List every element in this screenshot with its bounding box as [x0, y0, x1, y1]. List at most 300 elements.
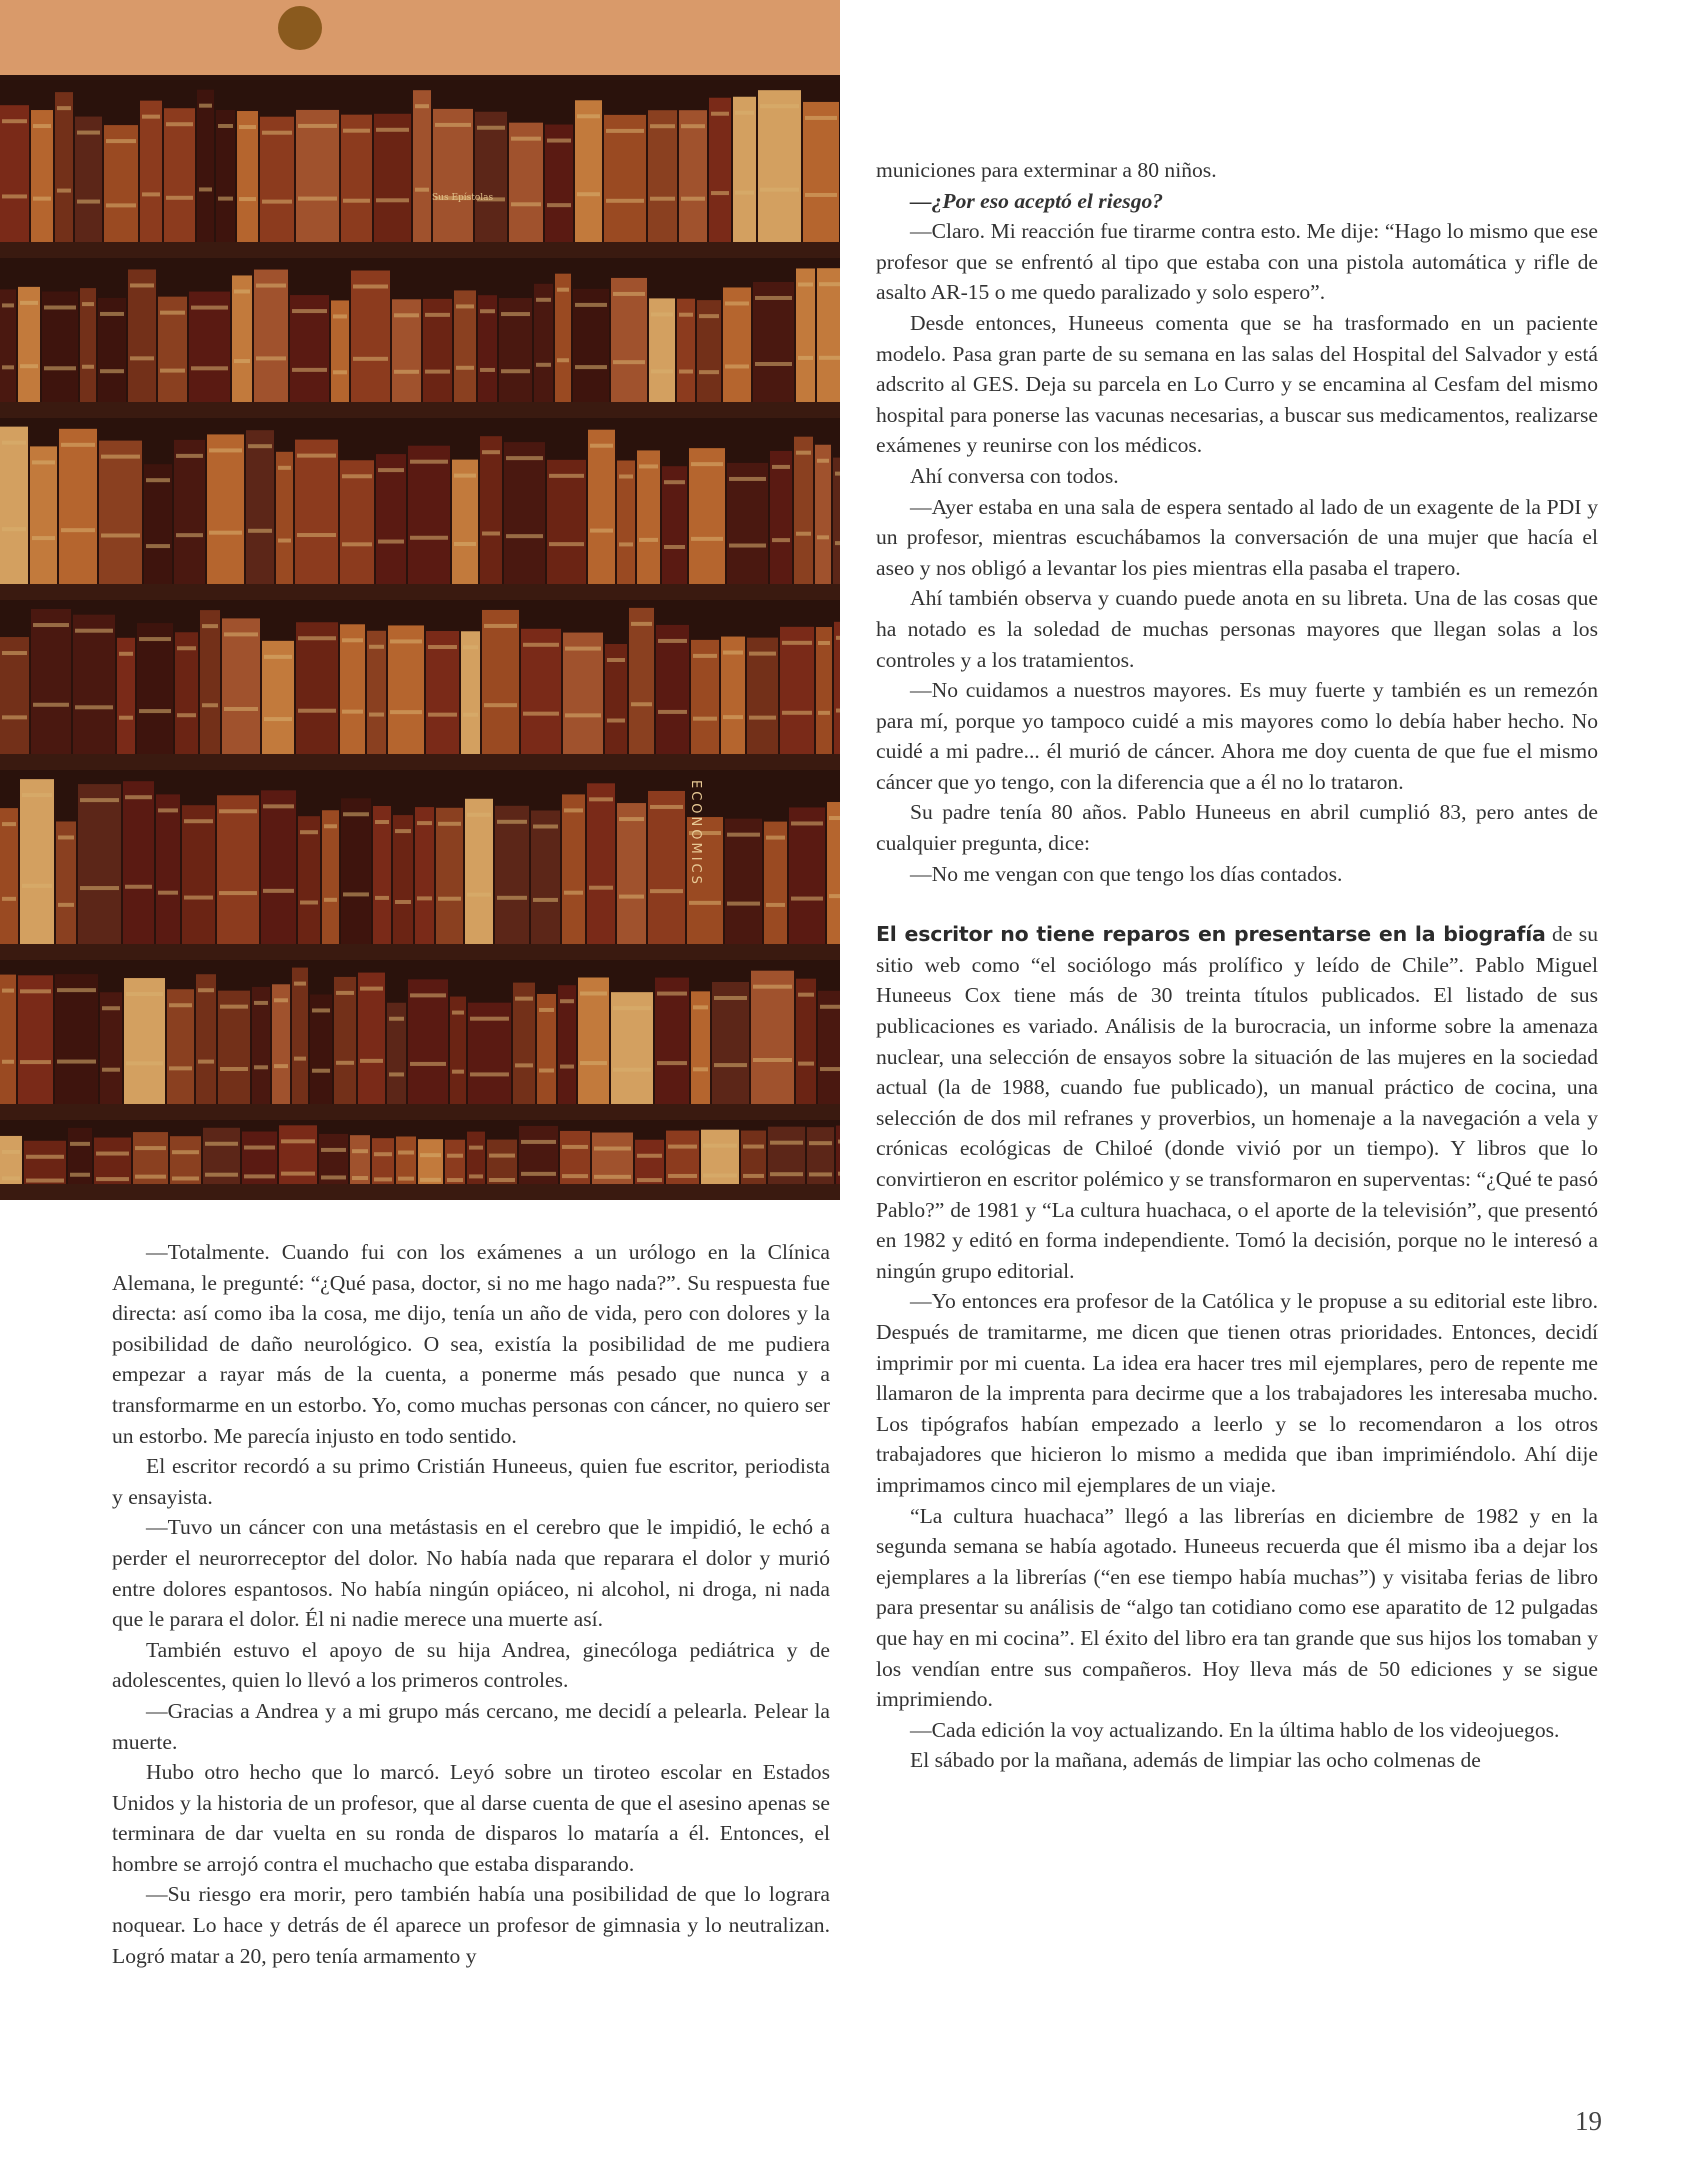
- book-gilt-band: [390, 639, 422, 643]
- paragraph: “La cultura huachaca” llegó a las librerías en diciembre de 1982 y en la segunda semana se había agotado. Huneeus recuerda que él mismo iba a dejar los ejemplares a la librerías (“en ese tiempo había muchas”) y visitaba ferias de libro para presentar su análisis de “algo tan cotidiano como ese aparatito de 12 pulgadas que hay en mi cocina”. El éxito del libro era tan grande que sus hijos los tomaban y los vendían entre sus compañeros. Hoy lleva más de 50 ediciones y se sigue imprimiendo.: [876, 1503, 1598, 1712]
- book-gilt-band: [420, 1178, 441, 1182]
- book-spine: [59, 429, 97, 584]
- book-gilt-band: [298, 197, 337, 201]
- book-gilt-band: [177, 713, 196, 717]
- book-gilt-band: [658, 710, 687, 714]
- interview-question: —¿Por eso aceptó el riesgo?: [910, 188, 1164, 213]
- book-gilt-band: [547, 139, 571, 143]
- book-gilt-band: [467, 813, 491, 817]
- right-column: [876, 155, 1598, 1776]
- book-gilt-band: [691, 462, 723, 466]
- book-gilt-band: [506, 534, 543, 538]
- book-gilt-band: [378, 540, 404, 544]
- book-gilt-band: [753, 1058, 792, 1062]
- book-gilt-band: [2, 651, 27, 655]
- book-gilt-band: [536, 363, 551, 367]
- book-gilt-band: [428, 645, 457, 649]
- book-gilt-band: [274, 1064, 288, 1068]
- book-spine: [260, 117, 294, 242]
- book-gilt-band: [57, 988, 96, 992]
- book-gilt-band: [398, 1177, 414, 1181]
- book-spine: [531, 810, 560, 944]
- book-gilt-band: [353, 357, 388, 361]
- paragraph: Ahí también observa y cuando puede anota en su libreta. Una de las cosas que ha notado es la soledad de muchas personas mayores que llegan solas a los controles y a los tratamientos.: [876, 586, 1598, 672]
- book-gilt-band: [809, 1172, 832, 1176]
- section-lead: El escritor no tiene reparos en presentarse en la biografía: [876, 922, 1546, 947]
- book-gilt-band: [158, 808, 178, 812]
- book-gilt-band: [264, 717, 292, 721]
- book-gilt-band: [798, 282, 813, 286]
- book-gilt-band: [818, 711, 830, 715]
- book-gilt-band: [101, 533, 140, 537]
- book-gilt-band: [160, 311, 185, 315]
- book-gilt-band: [521, 1140, 556, 1144]
- book-gilt-band: [506, 456, 543, 460]
- book-spine: [833, 458, 840, 584]
- book-gilt-band: [577, 192, 600, 196]
- book-gilt-band: [817, 535, 829, 539]
- book-gilt-band: [835, 541, 840, 545]
- book-gilt-band: [169, 1066, 192, 1070]
- book-gilt-band: [456, 304, 474, 308]
- book-gilt-band: [435, 123, 471, 127]
- book-gilt-band: [463, 645, 478, 649]
- book-gilt-band: [658, 639, 687, 643]
- book-spine: [24, 1141, 66, 1184]
- book-gilt-band: [32, 460, 55, 464]
- book-gilt-band: [425, 313, 450, 317]
- book-gilt-band: [375, 896, 389, 900]
- book-gilt-band: [239, 125, 256, 129]
- book-gilt-band: [191, 306, 228, 310]
- book-gilt-band: [352, 1176, 368, 1180]
- book-gilt-band: [590, 444, 613, 448]
- book-gilt-band: [101, 455, 140, 459]
- book-gilt-band: [292, 368, 327, 372]
- book-gilt-band: [130, 283, 154, 287]
- book-gilt-band: [20, 1060, 51, 1064]
- book-gilt-band: [20, 989, 51, 993]
- book-gilt-band: [33, 124, 51, 128]
- book-gilt-band: [415, 104, 429, 108]
- book-spine: [764, 822, 787, 944]
- book-gilt-band: [482, 450, 500, 454]
- book-gilt-band: [209, 531, 242, 535]
- book-gilt-band: [703, 1174, 737, 1178]
- book-gilt-band: [256, 284, 286, 288]
- book-gilt-band: [766, 903, 785, 907]
- book-spine: [222, 618, 260, 754]
- book-gilt-band: [469, 1146, 483, 1150]
- book-gilt-band: [417, 896, 432, 900]
- book-gilt-band: [565, 647, 601, 651]
- book-gilt-band: [169, 1003, 192, 1007]
- book-gilt-band: [565, 713, 601, 717]
- book-spine: [298, 816, 320, 944]
- book-spine: [415, 807, 434, 944]
- book-gilt-band: [297, 533, 336, 537]
- book-gilt-band: [80, 798, 119, 802]
- paragraph: —Gracias a Andrea y a mi grupo más cercano, me decidí a pelearla. Pelear la muerte.: [112, 1698, 830, 1754]
- book-gilt-band: [26, 1155, 64, 1159]
- book-spine: [426, 631, 459, 754]
- book-gilt-band: [470, 1017, 509, 1021]
- book-gilt-band: [96, 1152, 129, 1156]
- paragraph: El escritor recordó a su primo Cristián Huneeus, quien fue escritor, periodista y ensayista.: [112, 1454, 830, 1509]
- paragraph: El sábado por la mañana, además de limpiar las ocho colmenas de: [910, 1748, 1481, 1773]
- book-spine: [504, 442, 545, 584]
- book-spine: [137, 623, 173, 754]
- book-gilt-band: [477, 126, 505, 130]
- book-gilt-band: [146, 544, 170, 548]
- book-spine: [30, 446, 57, 584]
- book-gilt-band: [782, 711, 812, 715]
- book-gilt-band: [438, 897, 461, 901]
- book-spine: [555, 274, 571, 402]
- book-spine: [261, 790, 296, 944]
- book-gilt-band: [57, 1060, 96, 1064]
- book-gilt-band: [80, 886, 119, 890]
- book-spine: [351, 271, 390, 402]
- book-gilt-band: [657, 1061, 687, 1065]
- book-gilt-band: [796, 532, 811, 536]
- book-gilt-band: [463, 713, 478, 717]
- book-gilt-band: [410, 460, 448, 464]
- book-gilt-band: [681, 124, 705, 128]
- book-gilt-band: [594, 1175, 631, 1179]
- book-gilt-band: [234, 359, 250, 363]
- book-gilt-band: [637, 1178, 662, 1182]
- book-gilt-band: [96, 1177, 129, 1181]
- book-gilt-band: [224, 707, 258, 711]
- book-gilt-band: [619, 542, 633, 546]
- book-spine: [78, 784, 121, 944]
- book-gilt-band: [447, 1178, 463, 1182]
- book-spine: [562, 794, 585, 944]
- book-spine: [803, 102, 839, 242]
- book-gilt-band: [577, 114, 600, 118]
- book-gilt-band: [536, 298, 551, 302]
- book-gilt-band: [172, 1150, 199, 1154]
- book-spine: [648, 110, 677, 242]
- book-gilt-band: [135, 1146, 166, 1150]
- book-gilt-band: [244, 1174, 275, 1178]
- book-gilt-band: [760, 104, 799, 108]
- paragraph: —Tuvo un cáncer con una metástasis en el cerebro que le impidió, le echó a perder el neurorreceptor del dolor. No había nada que reparara el dolor y murió entre dolores espantosos. No había ningún opiáceo, ni alcohol, ni droga, ni nada que le parara el dolor. Él ni nadie merece una muerte así.: [112, 1515, 830, 1632]
- book-gilt-band: [274, 998, 288, 1002]
- book-spine: [789, 807, 825, 944]
- book-gilt-band: [33, 197, 51, 201]
- book-gilt-band: [342, 474, 372, 478]
- book-gilt-band: [394, 370, 419, 374]
- book-gilt-band: [668, 1145, 697, 1149]
- book-gilt-band: [650, 805, 683, 809]
- book-gilt-band: [749, 652, 776, 656]
- brass-ornament: [278, 6, 322, 50]
- book-gilt-band: [82, 365, 94, 369]
- book-spine: [461, 631, 480, 754]
- book-gilt-band: [248, 529, 272, 533]
- book-gilt-band: [469, 1174, 483, 1178]
- book-spine: [376, 454, 406, 584]
- book-spine: [617, 803, 646, 944]
- book-gilt-band: [106, 203, 136, 207]
- book-gilt-band: [711, 191, 729, 195]
- book-gilt-band: [699, 314, 719, 318]
- book-gilt-band: [838, 1172, 840, 1176]
- book-gilt-band: [743, 1145, 764, 1149]
- book-gilt-band: [343, 892, 369, 896]
- book-spine: [796, 979, 816, 1104]
- book-gilt-band: [501, 369, 530, 373]
- book-spine: [816, 627, 832, 754]
- book-spine: [587, 783, 615, 944]
- book-gilt-band: [607, 719, 625, 723]
- book-gilt-band: [395, 829, 411, 833]
- book-gilt-band: [820, 1067, 840, 1071]
- section-lead-rest: de su sitio web como “el sociólogo más prolífico y leído de Chile”. Pablo Miguel Huneeus Cox tiene más de 30 treinta títulos publicados. El listado de sus publicaciones es variado. Análisis de la burocracia, un informe sobre la amenaza nuclear, una selección de ensayos sobre la situación de las mujeres en la sociedad actual (la de 1988, cuando fue publicado), un manual práctico de cocina, una selección de dos mil refranes y proverbios, un homenaje a la navegación a vela y crónicas ecológicas de Chiloé (donde vivió por un tiempo). Y libros que lo convirtieron en escritor polémico y se transformaron en superventas: “¿Qué te pasó Pablo?” de 1981 y “La cultura huachaca, o el aporte de la televisión”, que presentó en 1982 y editó en forma independiente. Tomó la decisión, porque no le interesó a ningún grupo editorial.: [876, 922, 1598, 1283]
- book-gilt-band: [607, 658, 625, 662]
- book-gilt-band: [735, 111, 754, 115]
- book-gilt-band: [298, 709, 336, 713]
- shelf-board: [0, 242, 840, 258]
- book-gilt-band: [657, 992, 687, 996]
- book-spine: [197, 90, 214, 242]
- book-spine: [465, 799, 493, 944]
- book-gilt-band: [218, 124, 233, 128]
- book-gilt-band: [205, 1173, 238, 1177]
- book-gilt-band: [119, 652, 133, 656]
- book-gilt-band: [166, 122, 193, 126]
- book-spine: [140, 101, 162, 242]
- book-gilt-band: [480, 368, 495, 372]
- book-spine: [182, 805, 215, 944]
- book-gilt-band: [125, 795, 152, 799]
- book-gilt-band: [44, 305, 76, 309]
- book-gilt-band: [497, 896, 527, 900]
- book-gilt-band: [2, 822, 16, 826]
- book-gilt-band: [61, 443, 95, 447]
- book-gilt-band: [278, 539, 291, 543]
- book-spine: [563, 633, 603, 754]
- book-gilt-band: [398, 1151, 414, 1155]
- book-gilt-band: [523, 643, 559, 647]
- book-spine: [475, 112, 507, 242]
- book-gilt-band: [2, 194, 27, 198]
- book-spine: [452, 460, 478, 584]
- book-gilt-band: [254, 1001, 268, 1005]
- book-gilt-band: [389, 1017, 404, 1021]
- book-gilt-band: [515, 997, 533, 1001]
- book-gilt-band: [589, 797, 613, 801]
- book-gilt-band: [2, 989, 14, 993]
- book-gilt-band: [547, 203, 571, 207]
- shelf-board: [0, 1184, 840, 1200]
- book-gilt-band: [61, 528, 95, 532]
- book-spine: [827, 802, 840, 944]
- book-gilt-band: [343, 812, 369, 816]
- book-spine: [433, 109, 473, 242]
- book-gilt-band: [342, 638, 363, 642]
- book-gilt-band: [376, 128, 409, 132]
- book-gilt-band: [184, 896, 213, 900]
- book-gilt-band: [20, 364, 38, 368]
- book-spine: [611, 278, 647, 402]
- book-gilt-band: [417, 821, 432, 825]
- book-gilt-band: [482, 531, 500, 535]
- book-gilt-band: [353, 285, 388, 289]
- book-spine: [413, 90, 431, 242]
- book-gilt-band: [70, 1142, 90, 1146]
- book-gilt-band: [511, 137, 541, 141]
- book-gilt-band: [613, 292, 645, 296]
- book-gilt-band: [2, 897, 16, 901]
- book-gilt-band: [729, 544, 766, 548]
- book-gilt-band: [139, 709, 171, 713]
- book-gilt-band: [723, 715, 743, 719]
- book-gilt-band: [360, 987, 383, 991]
- book-gilt-band: [521, 1172, 556, 1176]
- book-gilt-band: [467, 893, 491, 897]
- book-gilt-band: [452, 1011, 464, 1015]
- book-gilt-band: [575, 303, 607, 307]
- book-spine: [796, 268, 815, 402]
- book-spine: [834, 622, 840, 754]
- book-gilt-band: [33, 623, 69, 627]
- book-gilt-band: [142, 115, 160, 119]
- book-spine: [588, 430, 615, 584]
- book-spine: [753, 282, 794, 402]
- book-gilt-band: [336, 1061, 354, 1065]
- book-gilt-band: [198, 988, 214, 992]
- book-gilt-band: [805, 193, 837, 197]
- book-gilt-band: [281, 1172, 315, 1176]
- book-gilt-band: [333, 314, 347, 318]
- book-spine: [0, 105, 29, 242]
- book-gilt-band: [613, 1006, 651, 1010]
- book-gilt-band: [292, 309, 327, 313]
- book-gilt-band: [58, 835, 74, 839]
- book-spine: [341, 798, 371, 944]
- book-gilt-band: [772, 538, 790, 542]
- paragraph: —No cuidamos a nuestros mayores. Es muy fuerte y también es un remezón para mí, porque yo tampoco cuidé a mis mayores como lo debía haber hecho. No cuidé a mi padre... él murió de cáncer. Ahora me doy cuenta de que fue el mismo cáncer que yo tengo, con la diferencia que a él no lo trataron.: [876, 678, 1598, 794]
- book-gilt-band: [819, 282, 840, 286]
- paragraph: —Ayer estaba en una sala de espera sentado al lado de un exagente de la PDI y un profesor, mientras escuchábamos la conversación de una mujer que hacía el aseo y nos obligó a levantar los pies mientras ella pasaba el trapero.: [876, 494, 1598, 580]
- book-gilt-band: [102, 1006, 120, 1010]
- book-gilt-band: [32, 536, 55, 540]
- book-gilt-band: [415, 188, 429, 192]
- shelf-board: [0, 1104, 840, 1120]
- book-gilt-band: [809, 1141, 832, 1145]
- book-gilt-band: [835, 472, 840, 476]
- book-gilt-band: [176, 533, 203, 537]
- book-gilt-band: [160, 369, 185, 373]
- book-gilt-band: [564, 891, 583, 895]
- book-spine: [175, 632, 198, 754]
- book-gilt-band: [352, 1149, 368, 1153]
- book-gilt-band: [727, 902, 760, 906]
- book-spine: [73, 615, 115, 754]
- book-gilt-band: [818, 641, 830, 645]
- book-gilt-band: [829, 816, 840, 820]
- book-gilt-band: [691, 537, 723, 541]
- book-gilt-band: [639, 538, 658, 542]
- book-gilt-band: [57, 106, 71, 110]
- book-gilt-band: [489, 1178, 515, 1182]
- book-gilt-band: [484, 703, 517, 707]
- book-gilt-band: [312, 1008, 330, 1012]
- book-gilt-band: [729, 477, 766, 481]
- book-gilt-band: [631, 622, 652, 626]
- book-gilt-band: [321, 1148, 346, 1152]
- book-spine: [689, 448, 725, 584]
- book-spine: [408, 446, 450, 584]
- book-gilt-band: [263, 889, 294, 893]
- book-spine: [31, 609, 71, 754]
- book-spine: [482, 610, 519, 754]
- book-spine: [637, 450, 660, 584]
- book-spine: [495, 806, 529, 944]
- book-gilt-band: [594, 1147, 631, 1151]
- book-gilt-band: [619, 474, 633, 478]
- book-spine: [237, 111, 258, 242]
- book-gilt-band: [454, 474, 476, 478]
- book-gilt-band: [2, 303, 14, 307]
- book-gilt-band: [590, 529, 613, 533]
- book-gilt-band: [501, 312, 530, 316]
- book-spine: [0, 808, 18, 944]
- shelf-board: [0, 584, 840, 600]
- book-gilt-band: [75, 705, 113, 709]
- book-gilt-band: [158, 891, 178, 895]
- paragraph: —No me vengan con que tengo los días contados.: [910, 861, 1343, 886]
- book-gilt-band: [564, 808, 583, 812]
- book-gilt-band: [791, 897, 823, 901]
- book-gilt-band: [224, 632, 258, 636]
- book-gilt-band: [300, 900, 318, 904]
- book-gilt-band: [454, 542, 476, 546]
- book-gilt-band: [146, 478, 170, 482]
- book-gilt-band: [254, 1065, 268, 1069]
- book-gilt-band: [142, 192, 160, 196]
- book-spine: [341, 115, 372, 242]
- book-gilt-band: [637, 1154, 662, 1158]
- shelf-board: [0, 944, 840, 960]
- book-gilt-band: [126, 992, 163, 996]
- book-gilt-band: [324, 898, 337, 902]
- book-spine: [655, 978, 689, 1104]
- book-gilt-band: [838, 1140, 840, 1144]
- book-gilt-band: [693, 717, 717, 721]
- book-spine: [322, 810, 339, 944]
- book-gilt-band: [714, 1063, 747, 1067]
- bookshelf-illustration: [0, 0, 840, 1200]
- book-gilt-band: [333, 370, 347, 374]
- book-spine: [31, 110, 53, 242]
- book-spine: [388, 625, 424, 754]
- book-gilt-band: [176, 454, 203, 458]
- book-gilt-band: [580, 1061, 607, 1065]
- book-gilt-band: [664, 545, 685, 549]
- book-gilt-band: [668, 1174, 697, 1178]
- paragraph: Desde entonces, Huneeus comenta que se ha trasformado en un paciente modelo. Pasa gran parte de su semana en las salas del Hospital del Salvador y está adscrito al GES. Deja su parcela en Lo Curro y se encamina al Cesfam del mismo hospital para ponerse las vacunas necesarias, a buscar sus medicamentos, realizarse exámenes y reunirse con los médicos.: [876, 310, 1598, 458]
- book-gilt-band: [218, 197, 233, 201]
- book-gilt-band: [749, 716, 776, 720]
- book-spine: [733, 97, 756, 242]
- book-spine: [123, 781, 154, 944]
- book-gilt-band: [106, 139, 136, 143]
- book-spine: [246, 430, 274, 584]
